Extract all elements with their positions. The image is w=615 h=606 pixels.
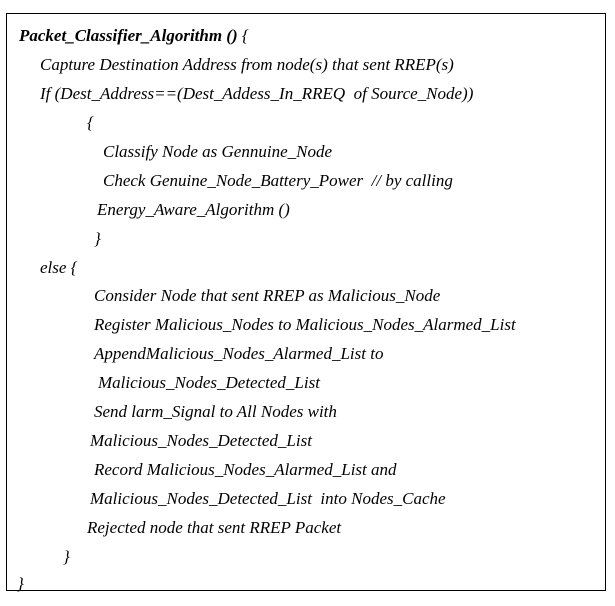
code-line-14: Malicious_Nodes_Detected_List — [90, 431, 312, 450]
code-line-11: AppendMalicious_Nodes_Alarmed_List to — [94, 344, 384, 363]
code-line-5: Check Genuine_Node_Battery_Power // by calling — [103, 171, 453, 190]
algorithm-title: Packet_Classifier_Algorithm () — [19, 26, 238, 45]
code-line-13: Send larm_Signal to All Nodes with — [94, 402, 337, 421]
code-line-1: Capture Destination Address from node(s) that sent RREP(s) — [40, 55, 454, 74]
code-line-12: Malicious_Nodes_Detected_List — [98, 373, 320, 392]
code-line-4: Classify Node as Gennuine_Node — [103, 142, 333, 161]
code-line-6: Energy_Aware_Algorithm () — [97, 200, 290, 219]
code-line-19: } — [17, 574, 24, 593]
code-line-7: } — [94, 229, 101, 248]
algorithm-title-line — [19, 26, 249, 46]
code-line-10: Register Malicious_Nodes to Malicious_Nodes_Alarmed_List — [94, 315, 516, 334]
code-line-9: Consider Node that sent RREP as Malicious_Node — [94, 286, 441, 305]
code-line-2: If (Dest_Address==(Dest_Addess_In_RREQ of Source_Node)) — [40, 84, 474, 103]
code-line-16: Malicious_Nodes_Detected_List into Nodes_Cache — [90, 489, 446, 508]
code-line-8: else { — [40, 258, 78, 277]
algorithm-box — [6, 13, 606, 591]
code-line-18: } — [63, 547, 70, 566]
code-line-15: Record Malicious_Nodes_Alarmed_List and — [94, 460, 397, 479]
code-line-17: Rejected node that sent RREP Packet — [87, 518, 342, 537]
code-line-3: { — [87, 113, 94, 132]
algorithm-open-brace: { — [237, 26, 249, 45]
